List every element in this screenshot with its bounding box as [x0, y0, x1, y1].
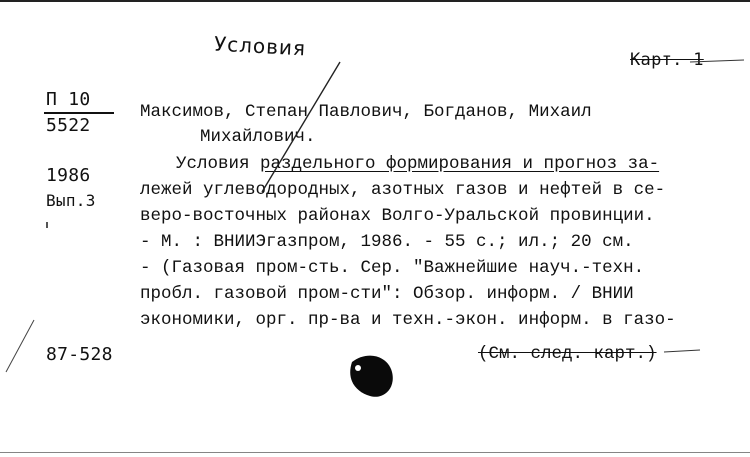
authors-line-2: Михайлович. — [200, 127, 316, 147]
issue-number: Вып.3 — [46, 191, 96, 210]
body-line: лежей углеводородных, азотных газов и нефтей в се- — [140, 180, 666, 200]
card-bottom-edge — [0, 452, 750, 453]
card-number-label: Карт. 1 — [630, 50, 704, 70]
authors-line: Максимов, Степан Павлович, Богданов, Михаил — [140, 102, 592, 122]
handwritten-heading: Условия — [213, 31, 307, 61]
continuation-note: (См. след. карт.) — [478, 344, 657, 364]
title-underlined: раздельного формирования и прогноз за- — [260, 154, 660, 174]
small-mark — [46, 222, 48, 228]
body-line: экономики, орг. пр-ва и техн.-экон. информ. в газо- — [140, 310, 676, 330]
label-tail-line — [690, 60, 744, 62]
body-line: - М. : ВНИИЭгазпром, 1986. - 55 с.; ил.; 20 см. — [140, 232, 634, 252]
body-line: пробл. газовой пром-сти": Обзор. информ. / ВНИИ — [140, 284, 634, 304]
inventory-number: 87-528 — [46, 344, 113, 365]
body-line: - (Газовая пром-сть. Сер. "Важнейшие науч.-техн. — [140, 258, 645, 278]
publication-year: 1986 — [46, 165, 91, 186]
diagonal-pencil-line — [262, 62, 340, 192]
title-start: Условия — [176, 154, 261, 174]
margin-pencil-line — [6, 320, 34, 372]
shelf-mark-top: П 10 — [46, 89, 91, 110]
shelf-mark-bottom: 5522 — [46, 115, 91, 136]
ink-stain — [350, 356, 393, 397]
body-line: веро-восточных районах Волго-Уральской провинции. — [140, 206, 655, 226]
ink-stain-hole — [355, 365, 361, 371]
continuation-tail-line — [664, 350, 700, 352]
